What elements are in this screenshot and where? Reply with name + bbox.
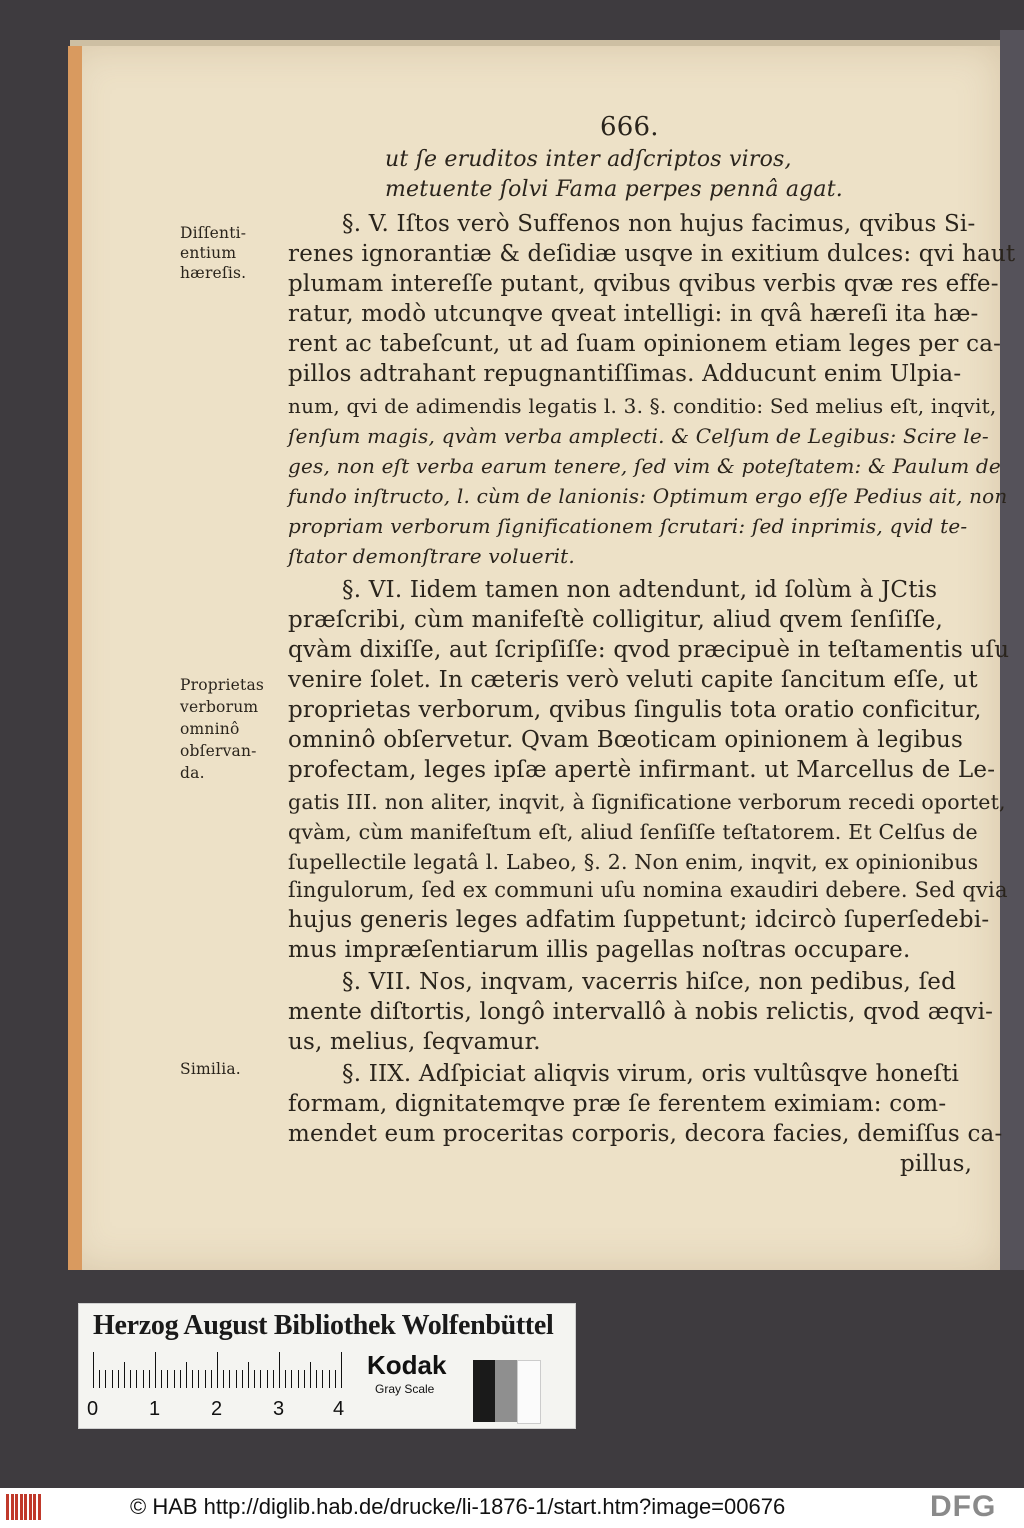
ruler-tick [167, 1370, 168, 1388]
text-line: mus impræſentiarum illis pagellas noſtras occupare. [288, 937, 911, 963]
ruler-tick [211, 1370, 212, 1388]
copyright-link[interactable]: © HAB http://diglib.hab.de/drucke/li-1876-1/start.htm?image=00676 [130, 1494, 786, 1519]
ruler-tick [341, 1352, 342, 1388]
logo-stripe [15, 1494, 18, 1520]
ruler-tick [180, 1370, 181, 1388]
margin-note: Proprietas [180, 676, 265, 694]
text-line: formam, dignitatemqve præ ſe ferentem eximiam: com- [288, 1091, 947, 1117]
ruler-tick [124, 1362, 125, 1388]
ruler-tick [130, 1370, 131, 1388]
ruler-tick [223, 1370, 224, 1388]
text-line: ſingulorum, ſed ex communi uſu nomina exaudiri debere. Sed qvia [288, 878, 1008, 902]
library-name: Herzog August Bibliothek Wolfenbüttel [93, 1310, 554, 1341]
footer-bar [0, 1488, 1024, 1528]
ruler-tick [105, 1370, 106, 1388]
text-line: hujus generis leges adfatim ſuppetunt; idcircò ſuperſedebi- [288, 907, 990, 933]
ruler-tick [99, 1370, 100, 1388]
logo-stripe [38, 1494, 41, 1520]
logo-stripe [11, 1494, 14, 1520]
text-line: præſcribi, cùm manifeſtè colligitur, aliud qvem ſenſiſſe, [288, 607, 943, 633]
ruler-tick [155, 1352, 156, 1388]
text-line: §. VII. Nos, inqvam, vacerris hiſce, non pedibus, ſed [342, 969, 957, 995]
logo-stripe [33, 1494, 36, 1520]
ruler-tick [322, 1370, 323, 1388]
ruler-tick [316, 1370, 317, 1388]
ruler-tick [174, 1370, 175, 1388]
ruler-tick [267, 1370, 268, 1388]
margin-note: verborum [180, 698, 259, 716]
text-line: rent ac tabeſcunt, ut ad ſuam opinionem etiam leges per ca- [288, 331, 1002, 357]
text-line: omninô obſervetur. Qvam Bœoticam opinionem à legibus [288, 727, 964, 753]
scale-ruler [93, 1352, 357, 1388]
ruler-tick [229, 1370, 230, 1388]
ruler-number: 1 [149, 1398, 161, 1420]
ruler-tick [285, 1370, 286, 1388]
kodak-logo: Kodak [367, 1350, 447, 1380]
text-line: ges, non eſt verba earum tenere, ſed vim & poteſtatem: & Paulum de [288, 454, 1001, 478]
gray-patch-white [517, 1360, 541, 1424]
logo-stripe [24, 1494, 27, 1520]
verse-line: metuente ſolvi Fama perpes pennâ agat. [385, 177, 843, 202]
ruler-tick [279, 1352, 280, 1388]
text-line: venire ſolet. In cæteris verò veluti capite ſancitum eſſe, ut [288, 667, 978, 693]
dfg-logo: DFG [930, 1490, 997, 1523]
ruler-tick [335, 1370, 336, 1388]
ruler-tick [248, 1362, 249, 1388]
ruler-tick [192, 1370, 193, 1388]
text-line: ſtator demonſtrare voluerit. [288, 544, 575, 568]
gray-patch-mid [495, 1360, 517, 1422]
text-line: §. VI. Iidem tamen non adtendunt, id ſolùm à JCtis [342, 577, 938, 603]
text-line: ratur, modò utcunqve qveat intelligi: in qvâ hæreſi ita hæ- [288, 301, 979, 327]
text-line: §. V. Iſtos verò Suffenos non hujus facimus, qvibus Si- [342, 211, 976, 237]
ruler-tick [236, 1370, 237, 1388]
ruler-tick [273, 1370, 274, 1388]
ruler-number: 2 [211, 1398, 223, 1420]
ruler-number: 4 [333, 1398, 345, 1420]
ruler-tick [198, 1370, 199, 1388]
text-line: ſupellectile legatâ l. Labeo, §. 2. Non enim, inqvit, ex opinionibus [288, 850, 979, 874]
margin-note: entium [180, 244, 237, 262]
ruler-tick [186, 1362, 187, 1388]
gray-patch-black [473, 1360, 495, 1422]
text-line: pillus, [900, 1151, 973, 1177]
logo-stripe [29, 1494, 32, 1520]
margin-note: Similia. [180, 1060, 241, 1078]
logo-stripe [6, 1494, 9, 1520]
text-line: proprietas verborum, qvibus ſingulis tota oratio conficitur, [288, 697, 982, 723]
text-line: §. IIX. Adſpiciat aliqvis virum, oris vultûsqve honeſti [342, 1061, 960, 1087]
text-line: qvàm, cùm manifeſtum eſt, aliud ſenſiſſe teſtatorem. Et Celſus de [288, 820, 978, 844]
hab-logo-icon [6, 1494, 44, 1520]
logo-stripe [20, 1494, 23, 1520]
ruler-tick [254, 1370, 255, 1388]
text-line: propriam verborum ſignificationem ſcrutari: ſed inprimis, qvid te- [288, 514, 968, 538]
ruler-tick [161, 1370, 162, 1388]
verse-line: ut ſe eruditos inter adſcriptos viros, [385, 147, 792, 172]
ruler-tick [118, 1370, 119, 1388]
text-line: plumam intereſſe putant, qvibus qvibus verbis qvæ res effe- [288, 271, 999, 297]
text-line: fundo inſtructo, l. cùm de lanionis: Optimum ergo eſſe Pedius ait, non [288, 484, 1008, 508]
margin-note: Diſſenti- [180, 224, 247, 242]
ruler-tick [217, 1352, 218, 1388]
ruler-number: 0 [87, 1398, 99, 1420]
ruler-tick [310, 1362, 311, 1388]
ruler-tick [143, 1370, 144, 1388]
ruler-tick [205, 1370, 206, 1388]
ruler-tick [112, 1370, 113, 1388]
text-line: gatis III. non aliter, inqvit, à ſignificatione verborum recedi oportet, [288, 790, 1006, 814]
ruler-tick [329, 1370, 330, 1388]
ruler-tick [291, 1370, 292, 1388]
text-line: us, melius, ſeqvamur. [288, 1029, 541, 1055]
ruler-tick [136, 1370, 137, 1388]
margin-note: hæreſis. [180, 264, 247, 282]
ruler-tick [242, 1370, 243, 1388]
text-line: num, qvi de adimendis legatis l. 3. §. conditio: Sed melius eſt, inqvit, [288, 394, 997, 418]
ruler-number: 3 [273, 1398, 285, 1420]
library-label-card [78, 1303, 576, 1429]
text-line: ſenſum magis, qvàm verba amplecti. & Celſum de Legibus: Scire le- [288, 424, 989, 448]
text-line: profectam, leges ipſæ apertè infirmant. ut Marcellus de Le- [288, 757, 996, 783]
ruler-tick [260, 1370, 261, 1388]
ruler-tick [93, 1352, 94, 1388]
margin-note: da. [180, 764, 205, 782]
text-line: mendet eum proceritas corporis, decora facies, demiſſus ca- [288, 1121, 1003, 1147]
text-line: pillos adtrahant repugnantiſſimas. Adducunt enim Ulpia- [288, 361, 962, 387]
text-line: qvàm dixiſſe, aut ſcripſiſſe: qvod præcipuè in teſtamentis uſu [288, 637, 1010, 663]
ruler-tick [304, 1370, 305, 1388]
margin-note: omninô [180, 720, 240, 738]
gray-scale-label: Gray Scale [375, 1382, 435, 1396]
text-line: mente diſtortis, longô intervallô à nobis relictis, qvod æqvi- [288, 999, 994, 1025]
ruler-tick [298, 1370, 299, 1388]
margin-note: obſervan- [180, 742, 257, 760]
ruler-tick [149, 1370, 150, 1388]
text-line: renes ignorantiæ & deſidiæ usqve in exitium dulces: qvi haut [288, 241, 1016, 267]
page-number: 666. [600, 112, 659, 142]
